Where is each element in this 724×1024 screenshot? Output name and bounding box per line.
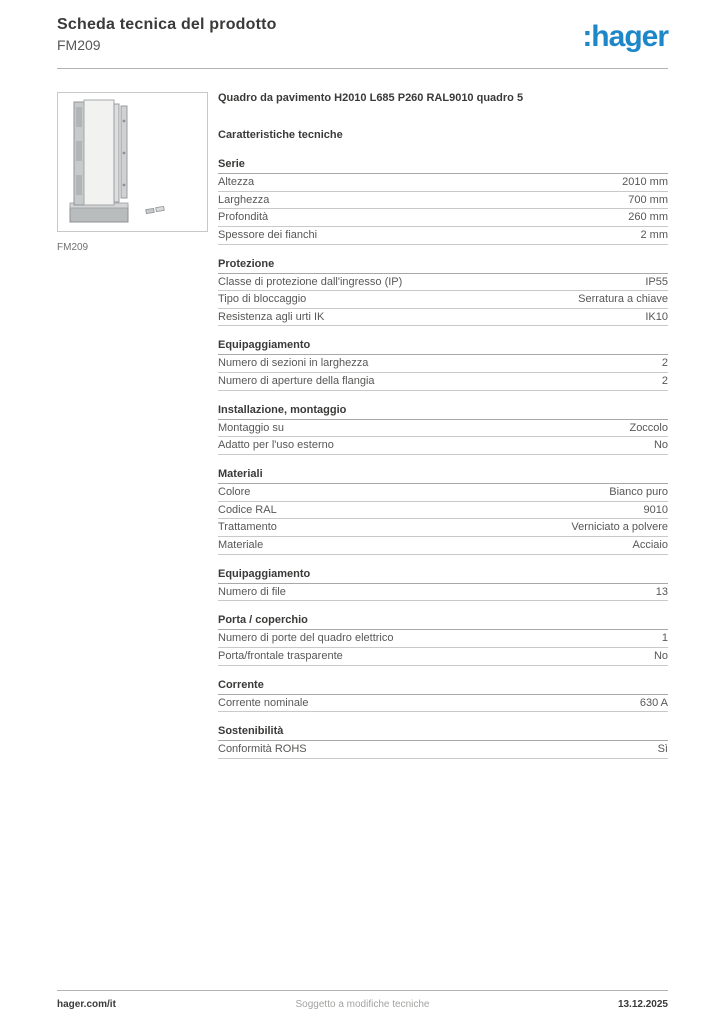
section-title: Installazione, montaggio: [218, 404, 668, 420]
spec-section-serie: [218, 158, 668, 245]
spec-label: Numero di file: [218, 585, 286, 598]
spec-label: Colore: [218, 486, 251, 499]
spec-section-corrente: [218, 679, 668, 713]
spec-value: 13: [655, 585, 668, 598]
spec-row: [218, 291, 668, 309]
spec-label: Materiale: [218, 538, 264, 551]
spec-row: [218, 695, 668, 713]
spec-row: [218, 420, 668, 438]
section-title: Equipaggiamento: [218, 568, 668, 584]
spec-label: Numero di aperture della flangia: [218, 375, 375, 388]
spec-value: Verniciato a polvere: [571, 521, 668, 534]
spec-section-equipaggiamento-1: [218, 339, 668, 390]
product-title: Quadro da pavimento H2010 L685 P260 RAL9010 quadro 5: [218, 92, 524, 104]
spec-row: [218, 227, 668, 245]
section-title: Sostenibilità: [218, 725, 668, 741]
spec-label: Numero di porte del quadro elettrico: [218, 632, 394, 645]
characteristics-heading: Caratteristiche tecniche: [218, 129, 343, 141]
spec-value: 9010: [643, 503, 668, 516]
spec-value: IP55: [645, 275, 668, 288]
product-image-column: [57, 92, 208, 253]
spec-label: Profondità: [218, 211, 269, 224]
spec-row: [218, 274, 668, 292]
section-title: Corrente: [218, 679, 668, 695]
spec-label: Codice RAL: [218, 503, 277, 516]
spec-row: [218, 437, 668, 455]
spec-row: [218, 484, 668, 502]
spec-row: [218, 309, 668, 327]
spec-label: Spessore dei fianchi: [218, 228, 318, 241]
section-title: Materiali: [218, 468, 668, 484]
spec-value: Acciaio: [632, 538, 668, 551]
spec-label: Altezza: [218, 176, 255, 188]
spec-label: Larghezza: [218, 193, 270, 206]
spec-value: Zoccolo: [629, 421, 668, 434]
spec-row: [218, 537, 668, 555]
spec-value: 2 mm: [640, 228, 668, 241]
spec-label: Trattamento: [218, 521, 277, 534]
spec-label: Resistenza agli urti IK: [218, 310, 325, 323]
spec-row: [218, 174, 668, 192]
spec-label: Tipo di bloccaggio: [218, 293, 307, 306]
spec-value: 260 mm: [628, 211, 668, 224]
spec-label: Porta/frontale trasparente: [218, 649, 343, 662]
spec-value: No: [653, 649, 668, 662]
spec-value: 1: [661, 632, 668, 645]
spec-row: [218, 584, 668, 602]
spec-section-installazione: [218, 404, 668, 455]
spec-section-materiali: [218, 468, 668, 555]
spec-row: [218, 741, 668, 759]
product-image-caption: FM209: [57, 242, 89, 253]
spec-value: Sì: [657, 743, 668, 756]
footer-website-link[interactable]: hager.com/it: [57, 999, 116, 1010]
spec-value: 630 A: [639, 696, 668, 709]
spec-value: 2010 mm: [622, 176, 668, 188]
spec-row: [218, 630, 668, 648]
spec-value: Serratura a chiave: [578, 293, 668, 306]
spec-label: Classe di protezione dall'ingresso (IP): [218, 275, 403, 288]
cabinet-illustration: [58, 93, 207, 231]
section-title: Porta / coperchio: [218, 614, 668, 630]
spec-row: [218, 355, 668, 373]
spec-value: Bianco puro: [609, 486, 668, 499]
spec-value: No: [653, 439, 668, 452]
main-content: [218, 92, 668, 759]
spec-row: [218, 519, 668, 537]
spec-row: [218, 502, 668, 520]
spec-row: [218, 648, 668, 666]
section-title: Serie: [218, 158, 668, 174]
hager-logo: :hager: [582, 20, 668, 53]
page-title: Scheda tecnica del prodotto: [57, 16, 277, 33]
spec-section-porta-coperchio: [218, 614, 668, 665]
spec-section-protezione: [218, 258, 668, 327]
spec-row: [218, 209, 668, 227]
spec-label: Montaggio su: [218, 421, 285, 434]
spec-section-sostenibilita: [218, 725, 668, 759]
header: [57, 16, 668, 53]
spec-label: Adatto per l'uso esterno: [218, 439, 334, 452]
spec-row: [218, 192, 668, 210]
spec-value: 700 mm: [628, 193, 668, 206]
spec-label: Numero di sezioni in larghezza: [218, 357, 369, 370]
product-image: [57, 92, 208, 232]
spec-value: IK10: [645, 310, 668, 323]
spec-value: 2: [661, 357, 668, 370]
footer-divider: [57, 990, 668, 991]
spec-label: Corrente nominale: [218, 696, 309, 709]
spec-row: [218, 373, 668, 391]
footer: [57, 999, 668, 1010]
spec-value: 2: [661, 375, 668, 388]
spec-label: Conformità ROHS: [218, 743, 307, 756]
footer-note: Soggetto a modifiche tecniche: [295, 999, 430, 1010]
section-title: Protezione: [218, 258, 668, 274]
section-title: Equipaggiamento: [218, 339, 668, 355]
product-code: FM209: [57, 37, 101, 53]
header-divider: [57, 68, 668, 69]
spec-section-equipaggiamento-2: [218, 568, 668, 602]
footer-date: 13.12.2025: [617, 999, 668, 1010]
